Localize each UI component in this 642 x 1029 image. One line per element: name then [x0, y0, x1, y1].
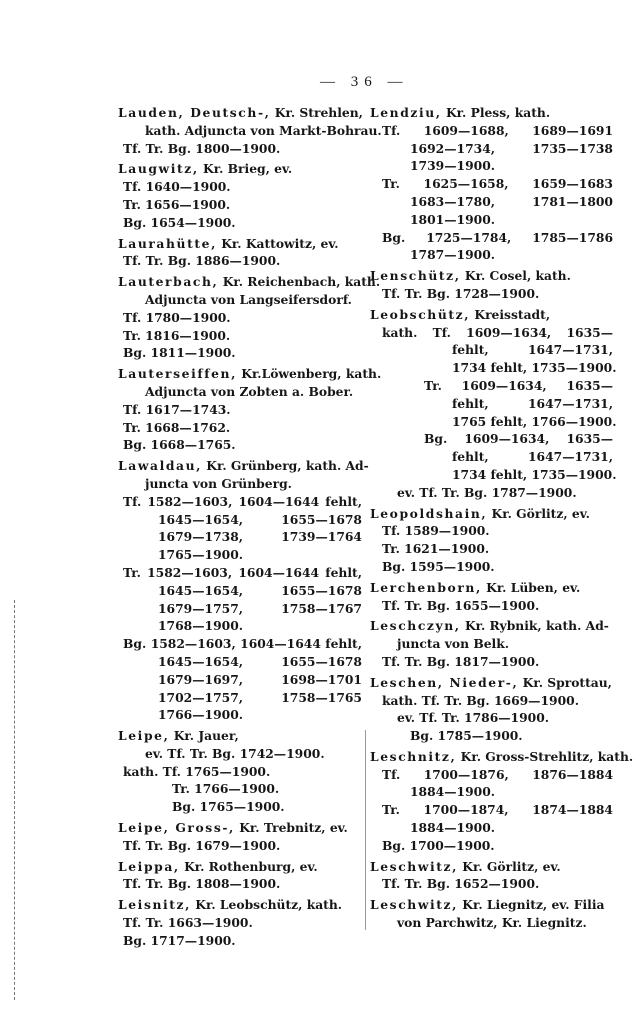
entry-text: Kr. Görlitz, ev. [458, 858, 561, 874]
entry-text: Kr. Brieg, ev. [198, 161, 293, 177]
directory-entry [118, 819, 362, 855]
entry-text: Kr. Pless, kath. [441, 105, 551, 120]
entry-text: Bg. 1811—1900. [123, 345, 236, 361]
entry-line [118, 178, 362, 196]
entry-line [118, 140, 362, 158]
directory-entry [370, 505, 613, 576]
entry-heading-line [118, 819, 362, 837]
entry-text: 1884—1900. [410, 784, 496, 800]
entry-line [370, 430, 613, 448]
entry-text: Tf. 1589—1900. [382, 523, 490, 539]
entry-text: 1739—1900. [410, 158, 496, 174]
entry-line [370, 157, 613, 175]
entry-text: Tf. 1780—1900. [123, 309, 231, 325]
entry-line [118, 932, 362, 950]
entry-line [370, 395, 613, 413]
entry-heading-line [370, 748, 634, 766]
entry-line [370, 875, 613, 893]
entry-text: fehlt, 1647—1731, [452, 395, 613, 411]
place-name: Leisnitz, [118, 897, 192, 913]
directory-entry [118, 273, 381, 362]
entry-text: Tf. 1640—1900. [123, 179, 231, 195]
entry-line [370, 484, 613, 502]
entry-line [118, 309, 362, 327]
entry-text: Kr. Rybnik, kath. Ad- [460, 618, 609, 634]
directory-entry [370, 858, 613, 894]
entry-text: Kreisstadt, [470, 306, 551, 322]
entry-line [370, 783, 613, 801]
entry-line [118, 653, 362, 671]
entry-line [118, 914, 362, 932]
directory-entry [118, 235, 362, 271]
directory-entry [370, 617, 613, 670]
entry-heading-line [370, 674, 613, 692]
entry-text: juncta von Grünberg. [145, 475, 292, 491]
entry-text: 1679—1697, 1698—1701 [158, 671, 362, 687]
entry-line [118, 383, 362, 401]
directory-entry [118, 727, 362, 816]
directory-entry [118, 365, 382, 454]
place-name: Lawaldau, [118, 458, 203, 474]
entry-line [370, 211, 613, 229]
entry-text: 1765—1900. [158, 547, 244, 563]
entry-heading-line [118, 457, 369, 475]
entry-text: Kr. Trebnitz, ev. [234, 820, 348, 836]
place-name: Leipe, Gross-, [118, 820, 235, 836]
entry-text: Adjuncta von Langseifersdorf. [145, 291, 352, 307]
entry-text: Tf. 1700—1876, 1876—1884 [382, 766, 613, 782]
place-name: Leschwitz, [370, 858, 459, 874]
entry-line [370, 324, 613, 342]
directory-entry [118, 896, 362, 949]
entry-line [370, 819, 613, 837]
entry-text: Bg. 1785—1900. [410, 728, 523, 744]
entry-line [118, 546, 362, 564]
place-name: Leopoldshain, [370, 505, 488, 521]
entry-line [370, 377, 613, 395]
entry-line [370, 285, 613, 303]
entry-line [118, 436, 362, 454]
directory-entry [370, 579, 613, 615]
entry-text: Kr. Jauer, [169, 728, 239, 744]
entry-text: Tr. 1700—1874, 1874—1884 [382, 802, 613, 818]
entry-text: Tf. Tr. Bg. 1800—1900. [123, 140, 281, 156]
entry-text: 1645—1654, 1655—1678 [158, 653, 362, 669]
entry-line [370, 558, 613, 576]
entry-heading-line [118, 858, 362, 876]
entry-text: Tf. Tr. Bg. 1655—1900. [382, 597, 540, 613]
entry-text: 1683—1780, 1781—1800 [410, 193, 613, 209]
entry-line [118, 214, 362, 232]
entry-line [370, 359, 617, 377]
place-name: Leschczyn, [370, 618, 461, 634]
entry-text: Bg. 1609—1634, 1635— [424, 431, 613, 447]
entry-line [118, 837, 362, 855]
entry-text: Kr. Lüben, ev. [481, 579, 581, 595]
place-name: Leipe, [118, 728, 170, 744]
entry-line [370, 766, 613, 784]
entry-text: Tr. 1668—1762. [123, 419, 231, 435]
entry-line [118, 327, 362, 345]
directory-entry [370, 267, 613, 303]
entry-line [370, 413, 617, 431]
entry-text: kath. Tf. Tr. Bg. 1669—1900. [382, 692, 579, 708]
entry-text: Bg. 1654—1900. [123, 214, 236, 230]
entry-text: 1734 fehlt, 1735—1900. [452, 360, 617, 376]
entry-text: 1734 fehlt, 1735—1900. [452, 466, 617, 482]
directory-entry [118, 858, 362, 894]
place-name: Leobschütz, [370, 306, 471, 322]
entry-text: 1768—1900. [158, 618, 244, 634]
directory-entry [370, 104, 613, 264]
entry-line [118, 344, 362, 362]
entry-text: 1801—1900. [410, 211, 496, 227]
entry-text: Bg. 1765—1900. [172, 799, 285, 815]
place-name: Lenschütz, [370, 268, 461, 284]
entry-line [370, 914, 613, 932]
entry-text: ev. Tf. Tr. Bg. 1742—1900. [145, 745, 325, 761]
entry-text: von Parchwitz, Kr. Liegnitz. [397, 915, 587, 931]
entry-line [370, 122, 613, 140]
page-number: — 36 — [320, 74, 409, 90]
entry-text: Kr. Liegnitz, ev. Filia [458, 897, 605, 913]
entry-heading-line [370, 858, 613, 876]
entry-text: Kr. Kattowitz, ev. [216, 235, 339, 251]
entry-heading-line [370, 505, 613, 523]
entry-text: kath. Adjuncta von Markt-Bohrau. [145, 122, 382, 138]
entry-text: Kr. Gross-Strehlitz, kath. [456, 748, 634, 764]
entry-text: fehlt, 1647—1731, [452, 449, 613, 465]
entry-line [370, 140, 613, 158]
entry-text: Tf. Tr. Bg. 1728—1900. [382, 285, 540, 301]
entry-line [118, 635, 362, 653]
entry-line [118, 511, 362, 529]
directory-entry [370, 748, 634, 855]
directory-entry [370, 896, 613, 932]
entry-line [118, 689, 362, 707]
entry-line [118, 671, 362, 689]
entry-heading-line [370, 896, 613, 914]
entry-text: 1702—1757, 1758—1765 [158, 689, 362, 705]
entry-text: Kr. Görlitz, ev. [487, 505, 590, 521]
entry-heading-line [118, 104, 362, 122]
entry-heading-line [118, 365, 382, 383]
entry-text: Tf. Tr. Bg. 1652—1900. [382, 876, 540, 892]
entry-line [118, 582, 362, 600]
entry-line [370, 448, 613, 466]
entry-text: Tf. Tr. 1663—1900. [123, 915, 253, 931]
entry-heading-line [370, 617, 613, 635]
entry-heading-line [370, 579, 613, 597]
entry-text: fehlt, 1647—1731, [452, 342, 613, 358]
entry-line [370, 727, 613, 745]
entry-text: 1679—1738, 1739—1764 [158, 529, 362, 545]
entry-line [370, 193, 613, 211]
entry-heading-line [370, 104, 613, 122]
entry-line [118, 600, 362, 618]
entry-text: 1884—1900. [410, 820, 496, 836]
entry-text: ev. Tf. Tr. Bg. 1787—1900. [397, 484, 577, 500]
entry-text: Tr. 1582—1603, 1604—1644 fehlt, [123, 564, 362, 580]
entry-line [118, 763, 362, 781]
entry-line [370, 653, 613, 671]
directory-entry [118, 160, 362, 231]
place-name: Laugwitz, [118, 161, 199, 177]
entry-line [118, 745, 362, 763]
entry-line [118, 798, 362, 816]
entry-text: Bg. 1725—1784, 1785—1786 [382, 229, 613, 245]
entry-line [370, 692, 613, 710]
entry-text: 1679—1757, 1758—1767 [158, 600, 362, 616]
entry-heading-line [118, 727, 362, 745]
entry-line [370, 709, 613, 727]
entry-text: Kr. Rothenburg, ev. [179, 858, 318, 874]
entry-text: Kr. Strehlen, [270, 105, 363, 120]
place-name: Laurahütte, [118, 235, 217, 251]
entry-line [118, 291, 362, 309]
entry-text: Kr.Löwenberg, kath. [236, 366, 382, 382]
directory-entry [118, 457, 369, 724]
entry-text: Tr. 1656—1900. [123, 196, 231, 212]
directory-entry [370, 674, 613, 745]
entry-text: Bg. 1700—1900. [382, 837, 495, 853]
entry-text: 1692—1734, 1735—1738 [410, 140, 613, 156]
entry-line [118, 493, 362, 511]
entry-text: Tf. Tr. Bg. 1679—1900. [123, 837, 281, 853]
entry-line [118, 419, 362, 437]
entry-line [118, 875, 362, 893]
entry-text: 1765 fehlt, 1766—1900. [452, 413, 617, 429]
entry-text: Kr. Cosel, kath. [460, 268, 571, 284]
entry-text: kath. Tf. 1765—1900. [123, 763, 271, 779]
column-divider [365, 730, 366, 930]
entry-text: kath. Tf. 1609—1634, 1635— [382, 324, 613, 340]
directory-entry [118, 104, 382, 157]
entry-text: 1645—1654, 1655—1678 [158, 511, 362, 527]
entry-text: Bg. 1582—1603, 1604—1644 fehlt, [123, 636, 362, 652]
entry-line [370, 597, 613, 615]
entry-text: Tr. 1766—1900. [172, 781, 280, 797]
entry-line [370, 466, 617, 484]
left-column [118, 104, 382, 953]
entry-text: Tr. 1816—1900. [123, 327, 231, 343]
entry-line [370, 246, 613, 264]
entry-line [118, 617, 362, 635]
directory-entry [370, 306, 617, 502]
entry-line [370, 540, 613, 558]
entry-text: Bg. 1668—1765. [123, 437, 236, 453]
entry-text: Bg. 1717—1900. [123, 932, 236, 948]
place-name: Lendziu, [370, 105, 442, 120]
entry-heading-line [118, 235, 362, 253]
place-name: Lauterseiffen, [118, 366, 237, 382]
entry-text: Tf. 1617—1743. [123, 401, 231, 417]
place-name: Lerchenborn, [370, 579, 482, 595]
entry-text: Kr. Sprottau, [518, 674, 612, 690]
entry-line [118, 780, 362, 798]
entry-line [370, 635, 613, 653]
entry-line [370, 175, 613, 193]
entry-heading-line [118, 273, 381, 291]
entry-heading-line [370, 306, 613, 324]
entry-line [370, 522, 613, 540]
place-name: Lauterbach, [118, 274, 219, 290]
entry-text: 1787—1900. [410, 247, 496, 263]
entry-heading-line [118, 160, 362, 178]
entry-text: Tf. 1609—1688, 1689—1691 [382, 122, 613, 138]
entry-text: Tf. Tr. Bg. 1817—1900. [382, 653, 540, 669]
entry-text: Tf. 1582—1603, 1604—1644 fehlt, [123, 493, 362, 509]
entry-text: Kr. Leobschütz, kath. [191, 897, 343, 913]
entry-line [118, 196, 362, 214]
entry-text: 1766—1900. [158, 707, 244, 723]
entry-text: Tr. 1625—1658, 1659—1683 [382, 176, 613, 192]
entry-text: 1645—1654, 1655—1678 [158, 582, 362, 598]
entry-line [370, 341, 613, 359]
place-name: Leschen, Nieder-, [370, 674, 519, 690]
entry-line [370, 837, 613, 855]
entry-line [118, 528, 362, 546]
place-name: Leschwitz, [370, 897, 459, 913]
margin-mark [14, 600, 15, 1000]
entry-text: Tf. Tr. Bg. 1808—1900. [123, 876, 281, 892]
entry-text: Kr. Reichenbach, kath. [218, 274, 381, 290]
entry-line [370, 801, 613, 819]
entry-line [118, 122, 382, 140]
entry-line [370, 229, 613, 247]
entry-text: Bg. 1595—1900. [382, 558, 495, 574]
place-name: Leschnitz, [370, 748, 457, 764]
right-column [370, 104, 634, 935]
entry-text: Kr. Grünberg, kath. Ad- [202, 458, 369, 474]
entry-line [118, 401, 362, 419]
entry-text: Adjuncta von Zobten a. Bober. [145, 383, 354, 399]
entry-text: ev. Tf. Tr. 1786—1900. [397, 710, 550, 726]
entry-line [118, 564, 362, 582]
entry-line [118, 475, 362, 493]
entry-line [118, 706, 362, 724]
entry-text: Tf. Tr. Bg. 1886—1900. [123, 253, 281, 269]
entry-line [118, 252, 362, 270]
place-name: Leippa, [118, 858, 180, 874]
entry-heading-line [370, 267, 613, 285]
entry-heading-line [118, 896, 362, 914]
place-name: Lauden, Deutsch-, [118, 105, 271, 120]
entry-text: juncta von Belk. [397, 636, 510, 652]
entry-text: Tr. 1621—1900. [382, 541, 490, 557]
entry-text: Tr. 1609—1634, 1635— [424, 377, 613, 393]
